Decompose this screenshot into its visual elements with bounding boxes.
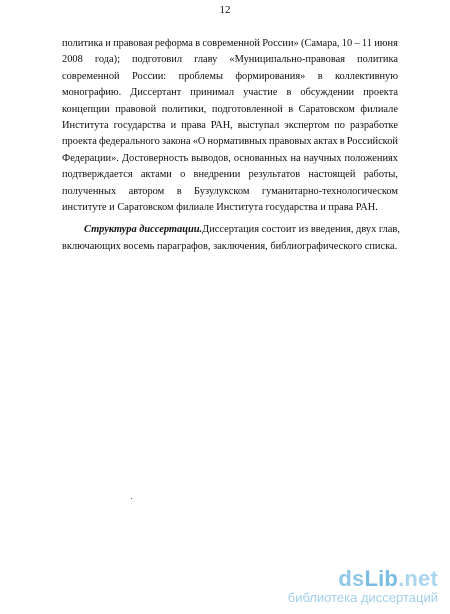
- word: закона: [162, 136, 191, 148]
- word: полученных: [62, 185, 117, 197]
- word: в: [339, 136, 345, 148]
- word: права: [181, 120, 206, 132]
- word: России:: [131, 70, 167, 82]
- word: и: [105, 38, 111, 49]
- page-number: 12: [219, 4, 231, 16]
- word: актами: [140, 169, 172, 181]
- word: монографию.: [62, 87, 122, 99]
- word: выводов,: [191, 152, 231, 164]
- word: главу: [194, 54, 218, 66]
- word: экспертом: [284, 120, 330, 132]
- word: политика: [357, 54, 398, 66]
- word: проекта: [363, 87, 398, 99]
- word: Института: [62, 120, 109, 132]
- word: настоящей: [308, 169, 356, 181]
- word: на: [290, 152, 301, 164]
- word: 10: [341, 38, 353, 49]
- word: по: [334, 120, 346, 132]
- word: автором: [128, 185, 165, 197]
- word: в: [176, 185, 182, 197]
- word: подготовил: [132, 54, 183, 66]
- word: политика: [62, 38, 103, 49]
- watermark-logo: [288, 568, 438, 590]
- word: участие: [243, 87, 278, 99]
- word: России»: [262, 38, 299, 49]
- word: правовой: [115, 103, 157, 115]
- word: коллективную: [335, 70, 398, 82]
- word: актах: [313, 136, 338, 148]
- paragraph-line: [62, 134, 398, 150]
- paragraph-last-line-text: институте и Саратовском филиале Института государства и права РАН.: [62, 202, 378, 214]
- word: проекта: [62, 136, 97, 148]
- word: Саратовском: [298, 103, 355, 115]
- word: о: [180, 169, 186, 181]
- word: правовая: [113, 38, 153, 49]
- word: в: [286, 87, 292, 99]
- word: концепции: [62, 103, 110, 115]
- paragraph-line: [62, 85, 398, 101]
- paragraph-line: [62, 118, 398, 134]
- word: разработке: [349, 120, 398, 132]
- watermark-subtitle: библиотека диссертаций: [287, 590, 438, 605]
- word: государства: [113, 120, 166, 132]
- section-lead-heading: Структура диссертации.: [84, 224, 203, 236]
- word: Бузулукском: [194, 185, 250, 197]
- word: «О: [192, 136, 206, 148]
- word: Российской: [346, 136, 398, 148]
- paragraph-structure: [62, 222, 398, 255]
- word: федерального: [99, 136, 160, 148]
- word: обсуждении: [300, 87, 355, 99]
- word: реформа: [154, 38, 193, 49]
- watermark-logo-part: .net: [398, 566, 438, 591]
- watermark-logo-part: Lib: [364, 566, 399, 591]
- word: года);: [94, 54, 120, 66]
- word: подтверждается: [62, 169, 133, 181]
- watermark-logo-part: ds: [338, 566, 365, 591]
- word: правовых: [269, 136, 312, 148]
- word: принимал: [190, 87, 235, 99]
- paragraph-publications: [62, 36, 398, 200]
- paragraph-line-text: включающих восемь параграфов, заключения, библиографического списка.: [62, 240, 398, 252]
- word: «Муниципально-правовая: [229, 54, 345, 66]
- paragraph-line: [62, 200, 398, 216]
- word: 2008: [62, 54, 83, 66]
- word: работы,: [363, 169, 398, 181]
- paragraph-line: [62, 167, 398, 183]
- scan-speck: [131, 498, 132, 499]
- word: формирования»: [235, 70, 306, 82]
- paragraph-line: [62, 36, 398, 52]
- word: Достоверность: [121, 152, 189, 164]
- paragraph-line-text: Диссертация состоит из введения, двух глав,: [202, 224, 400, 236]
- word: основанных: [233, 152, 288, 164]
- word: современной: [202, 38, 260, 49]
- paragraph-line: [62, 222, 398, 238]
- paragraph-line: [62, 69, 398, 85]
- word: в: [195, 38, 201, 49]
- word: гуманитарно-технологическом: [261, 185, 398, 197]
- word: (Самара,: [301, 38, 340, 49]
- document-body: [62, 36, 398, 255]
- word: современной: [62, 70, 120, 82]
- word: нормативных: [207, 136, 267, 148]
- paragraph-line: [62, 239, 398, 255]
- watermark: [288, 568, 438, 606]
- paragraph-line: [62, 102, 398, 118]
- word: положениях: [344, 152, 398, 164]
- paragraph-line: [62, 184, 398, 200]
- word: политики,: [161, 103, 207, 115]
- word: Федерации».: [62, 152, 119, 164]
- word: РАН,: [210, 120, 233, 132]
- word: июня: [374, 38, 398, 49]
- word: в: [288, 103, 294, 115]
- word: в: [317, 70, 323, 82]
- word: проблемы: [178, 70, 223, 82]
- word: и: [170, 120, 177, 132]
- word: внедрении: [193, 169, 241, 181]
- paragraph-line: [62, 52, 398, 68]
- word: филиале: [360, 103, 398, 115]
- word: подготовленной: [211, 103, 283, 115]
- word: выступал: [237, 120, 280, 132]
- word: результатов: [248, 169, 301, 181]
- word: Диссертант: [130, 87, 182, 99]
- word: 11: [361, 38, 372, 49]
- paragraph-line: [62, 151, 398, 167]
- word: –: [354, 38, 360, 49]
- word: научных: [303, 152, 342, 164]
